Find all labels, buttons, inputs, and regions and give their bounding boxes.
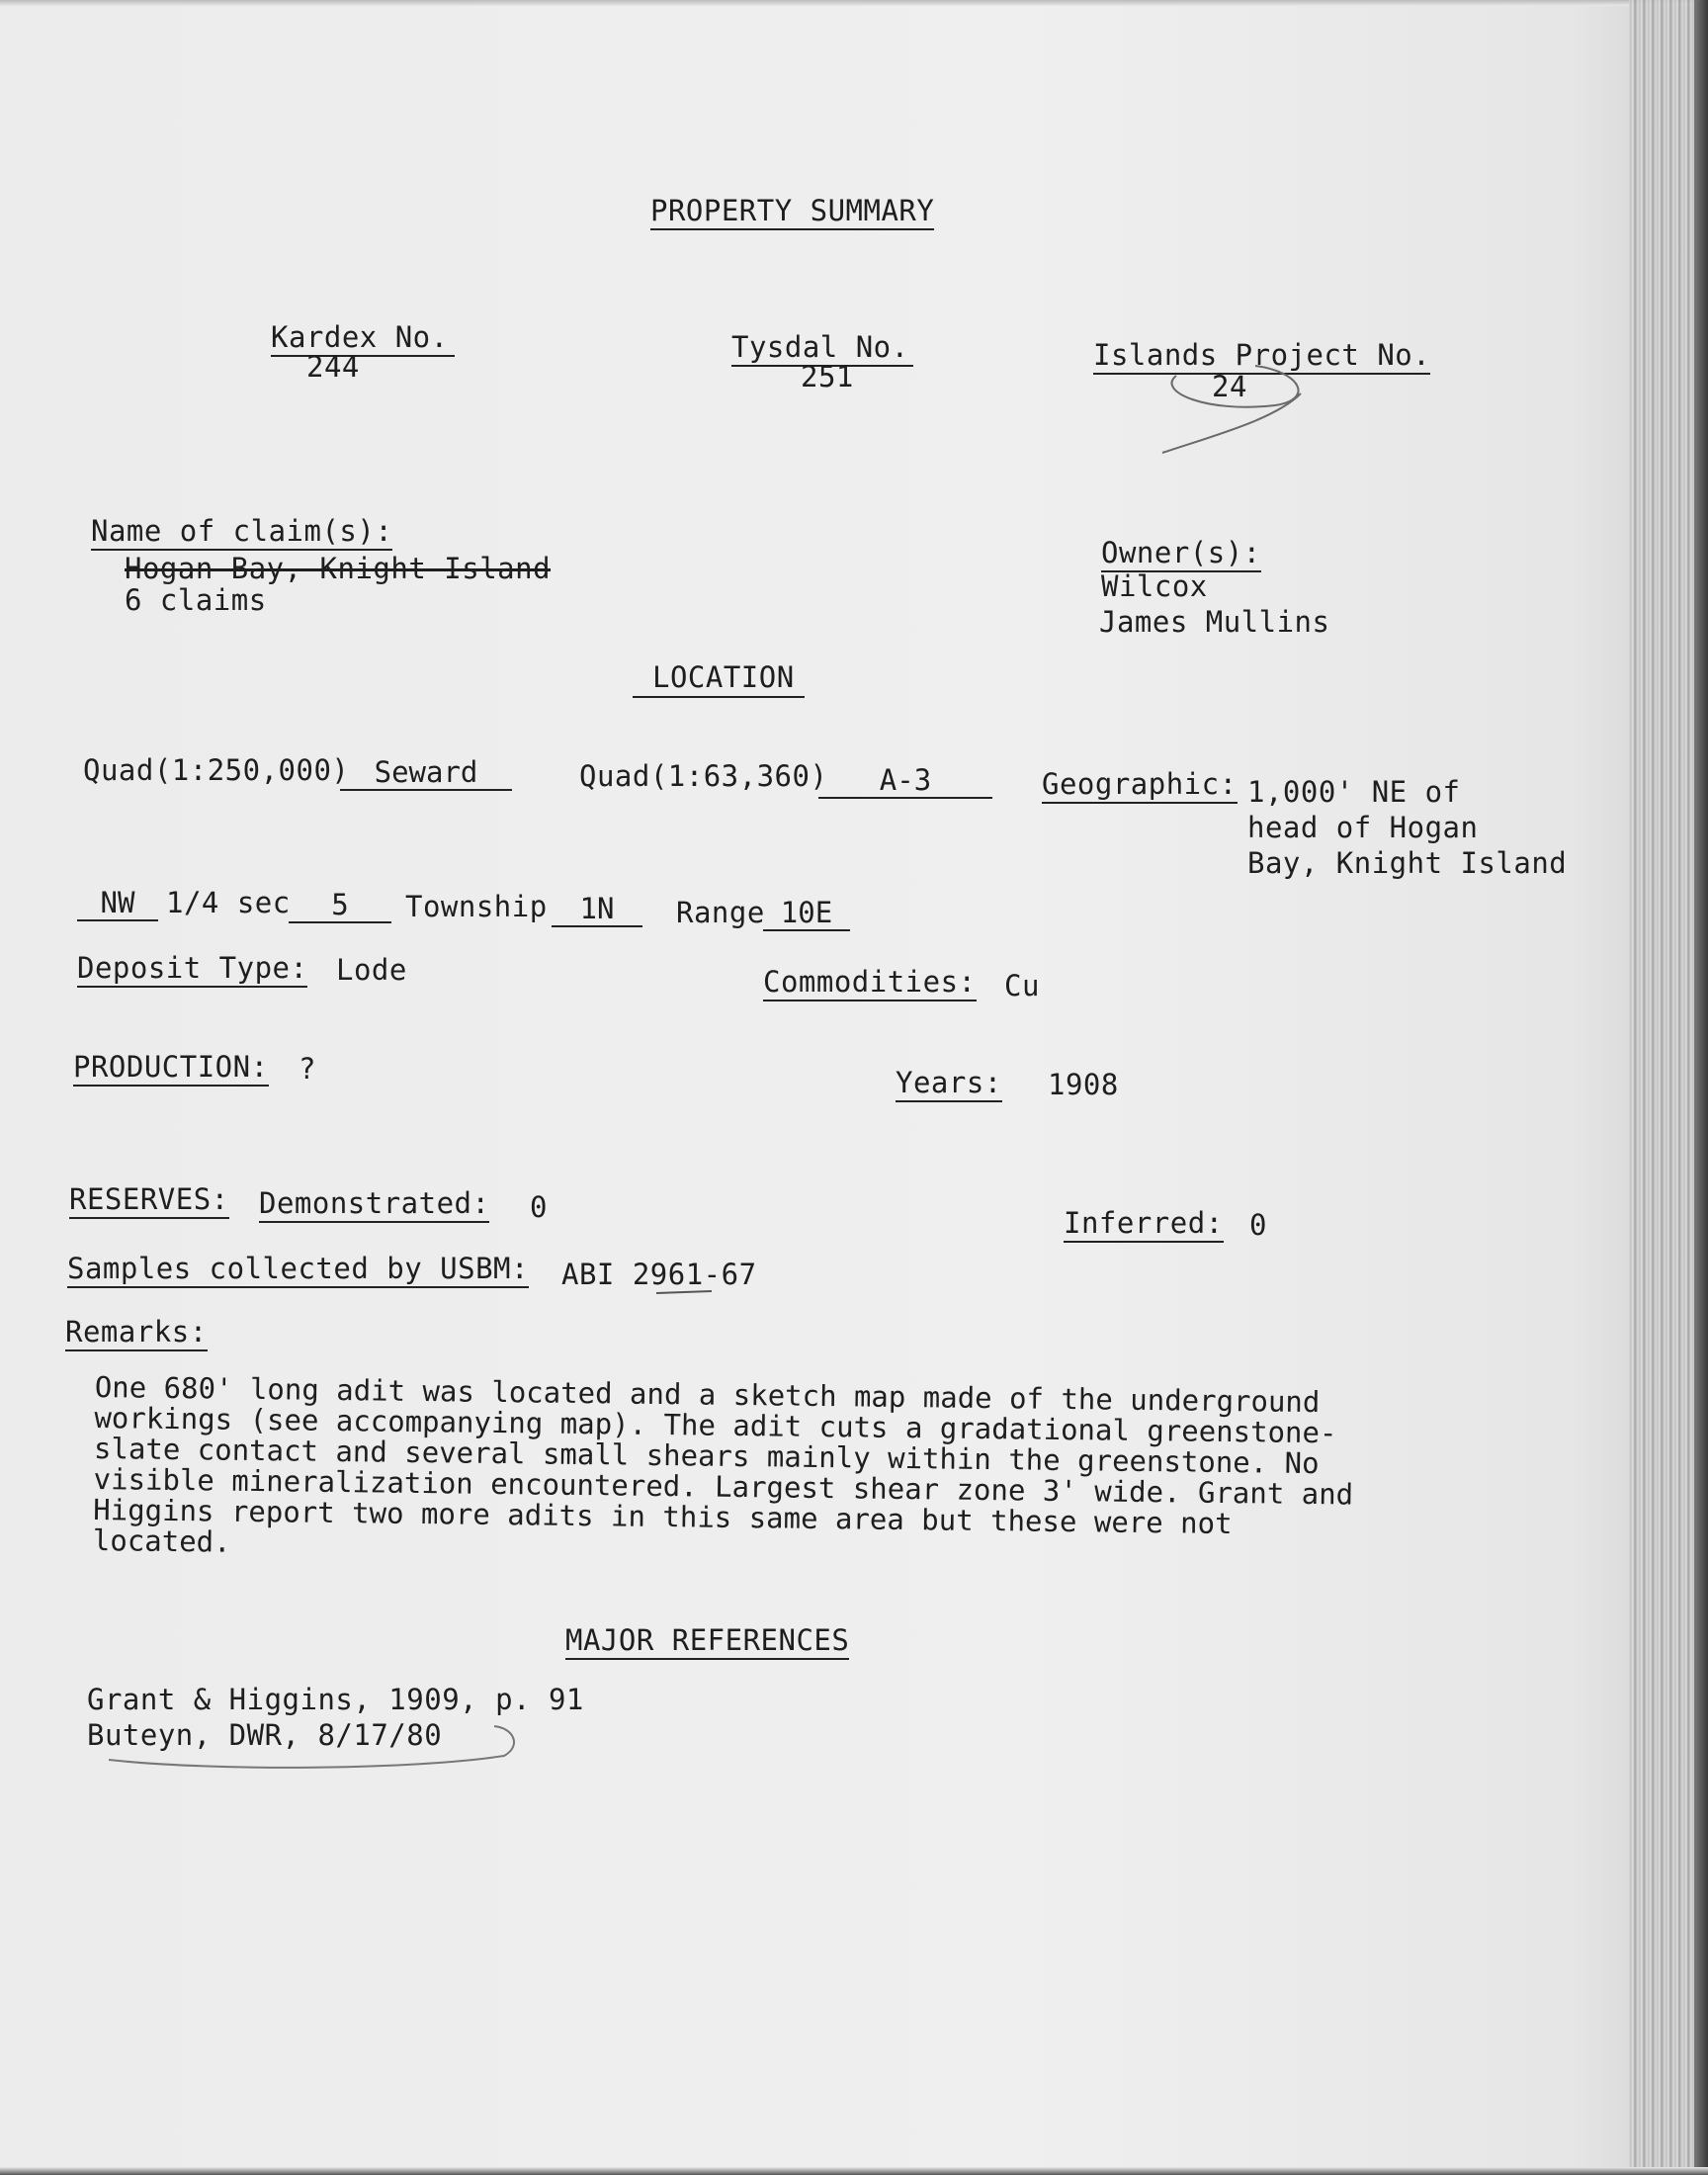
geographic-label: Geographic: xyxy=(1042,767,1238,804)
quad-250-label: Quad(1:250,000) xyxy=(83,753,350,787)
commodities-value: Cu xyxy=(1004,969,1040,1002)
range-label: Range xyxy=(676,896,765,929)
owner-1: Wilcox xyxy=(1101,569,1208,603)
quad-63-value: A-3 xyxy=(818,763,992,799)
owner-2: James Mullins xyxy=(1099,605,1330,639)
quad-63-label: Quad(1:63,360) xyxy=(579,759,828,793)
samples-label: Samples collected by USBM: xyxy=(67,1252,529,1288)
production-value: ? xyxy=(299,1052,316,1086)
owners-label xyxy=(1101,536,1261,569)
quarter-label: 1/4 sec xyxy=(166,886,291,919)
geographic-line-2: head of Hogan xyxy=(1247,811,1479,844)
years-label: Years: xyxy=(896,1066,1002,1102)
demonstrated-label: Demonstrated: xyxy=(259,1186,489,1223)
page-title: PROPERTY SUMMARY xyxy=(650,194,934,230)
inferred-label: Inferred: xyxy=(1064,1206,1224,1243)
kardex-label: Kardex No. xyxy=(271,320,455,357)
scan-top-edge xyxy=(0,0,1708,6)
owners-label-text: Owner(s): xyxy=(1101,536,1261,572)
years-value: 1908 xyxy=(1048,1068,1119,1101)
geographic-line-1: 1,000' NE of xyxy=(1247,775,1461,809)
remarks-text: One 680' long adit was located and a sketch map made of the underground workings (see accompanying map). The adit cuts a gradational greenstone-slate contact and several small shears mainly within the greenstone. No visible mineralization encountered. Largest shear zone 3' wide. Grant and Higgins report two more adits in this same area but these were not located. xyxy=(92,1370,1354,1559)
reference-2: Buteyn, DWR, 8/17/80 xyxy=(87,1718,443,1752)
geographic-line-3: Bay, Knight Island xyxy=(1247,846,1568,880)
sample-number-mark xyxy=(656,1291,712,1293)
range-value: 10E xyxy=(763,896,850,931)
claims-label: Name of claim(s): xyxy=(91,514,392,551)
quad-250-value: Seward xyxy=(340,755,512,791)
tysdal-value: 251 xyxy=(801,360,854,393)
scan-right-shadow xyxy=(1694,0,1708,2175)
quarter-value: NW xyxy=(77,886,158,921)
section-value: 5 xyxy=(289,888,391,923)
claims-count: 6 claims xyxy=(125,583,267,617)
islands-project-label: Islands Project No. xyxy=(1093,338,1430,375)
remarks-label: Remarks: xyxy=(65,1315,208,1351)
township-value: 1N xyxy=(552,892,642,927)
reference-1: Grant & Higgins, 1909, p. 91 xyxy=(87,1683,584,1716)
production-label: PRODUCTION: xyxy=(73,1050,269,1087)
deposit-type-label: Deposit Type: xyxy=(77,951,307,988)
commodities-label: Commodities: xyxy=(763,965,977,1001)
deposit-type-value: Lode xyxy=(336,953,407,987)
demonstrated-value: 0 xyxy=(530,1190,548,1224)
kardex-value: 244 xyxy=(306,350,360,384)
location-heading: LOCATION xyxy=(633,660,805,698)
claims-name: Hogan Bay, Knight Island xyxy=(125,552,552,585)
islands-project-value: 24 xyxy=(1212,370,1247,403)
references-heading: MAJOR REFERENCES xyxy=(565,1623,849,1660)
tysdal-label: Tysdal No. xyxy=(731,330,913,367)
scan-bottom-edge xyxy=(0,2167,1708,2175)
inferred-value: 0 xyxy=(1249,1208,1267,1242)
reserves-label: RESERVES: xyxy=(69,1182,229,1219)
township-label: Township xyxy=(405,890,548,923)
samples-value: ABI 2961-67 xyxy=(561,1258,757,1291)
